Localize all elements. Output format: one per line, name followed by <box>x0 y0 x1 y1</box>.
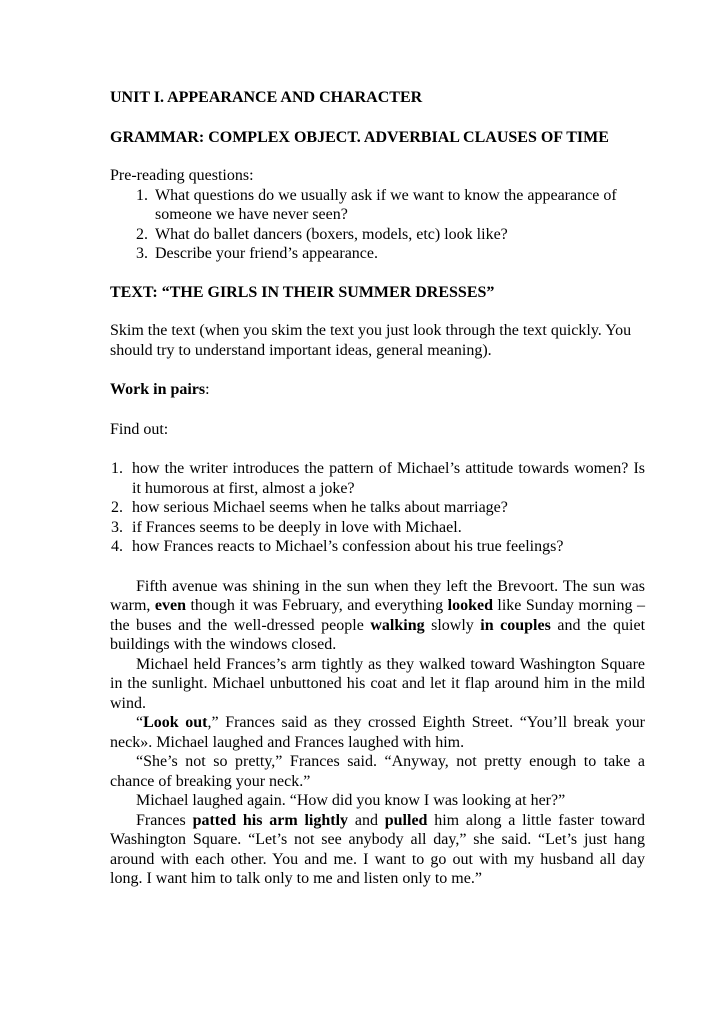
unit-title: UNIT I. APPEARANCE AND CHARACTER <box>110 89 423 106</box>
story-paragraph: Michael held Frances’s arm tightly as they walked toward Washington Square in the sunlight. Michael unbuttoned his coat and let it flap around him in the mild wind. <box>110 655 645 712</box>
work-in-pairs-label: Work in pairs <box>110 381 206 398</box>
story-bold-phrase: even <box>154 597 186 614</box>
find-out-list <box>110 459 645 557</box>
document-page <box>110 88 645 889</box>
story-paragraph <box>110 577 645 655</box>
find-out-item: 2. how serious Michael seems when he talks about marriage? <box>127 498 645 518</box>
story-bold-phrase: in couples <box>480 616 551 634</box>
story-bold-phrase: walking <box>370 616 425 634</box>
story-text-run: “ <box>136 714 144 731</box>
work-in-pairs <box>110 380 645 400</box>
find-out-item: 1. how the writer introduces the pattern of Michael’s attitude towards women? Is it humorous at first, almost a joke? <box>127 459 645 498</box>
story-text <box>110 577 645 889</box>
prereading-question: 3. Describe your friend’s appearance. <box>152 244 645 264</box>
find-out-label: Find out: <box>110 420 169 438</box>
story-paragraph: Michael laughed again. “How did you know I was looking at her?” <box>136 792 566 809</box>
story-text-run: Frances <box>136 811 193 829</box>
story-text-run: ,” Frances said as they crossed Eighth Street. “You’ll break your neck». Michael laughed and Frances laughed with him. <box>110 714 646 751</box>
story-text-run: like Sunday morning – the buses and the well-dressed people <box>110 597 645 634</box>
story-text-run: Fifth avenue was shining in the sun when they left the Brevoort. The sun was warm, <box>110 577 645 614</box>
work-in-pairs-colon: : <box>205 381 210 398</box>
grammar-title: GRAMMAR: COMPLEX OBJECT. ADVERBIAL CLAUSES OF TIME <box>110 128 609 146</box>
prereading-question: 1. What questions do we usually ask if we want to know the appearance of someone we have never seen? <box>152 186 645 225</box>
story-text-run: and the quiet buildings with the windows closed. <box>110 616 646 653</box>
skim-instruction: Skim the text (when you skim the text you just look through the text quickly. You should try to understand important ideas, general meaning). <box>110 322 632 359</box>
story-bold-phrase: patted his arm lightly <box>192 811 349 829</box>
prereading-question: 2. What do ballet dancers (boxers, models, etc) look like? <box>152 225 645 245</box>
story-bold-phrase: Look out <box>143 714 208 731</box>
prereading-questions <box>110 186 645 264</box>
story-text-run: him along a little faster toward Washington Square. “Let’s not see anybody all day,” she said. “Let’s just hang around with each other. You and me. I want to go out with my husband all day long. I want him to talk only to me and listen only to me.” <box>110 811 646 887</box>
story-text-run: though it was February, and everything <box>186 597 448 614</box>
story-bold-phrase: looked <box>447 597 493 614</box>
story-paragraph <box>110 713 645 752</box>
prereading-label: Pre-reading questions: <box>110 167 254 184</box>
story-paragraph: “She’s not so pretty,” Frances said. “Anyway, not pretty enough to take a chance of breaking your neck.” <box>110 753 645 790</box>
story-text-run: slowly <box>424 616 481 634</box>
text-title: TEXT: “THE GIRLS IN THEIR SUMMER DRESSES” <box>110 283 495 301</box>
find-out-item: 4. how Frances reacts to Michael’s confession about his true feelings? <box>127 537 645 557</box>
story-paragraph <box>110 811 645 889</box>
story-bold-phrase: pulled <box>384 811 428 829</box>
find-out-item: 3. if Frances seems to be deeply in love with Michael. <box>127 518 645 538</box>
story-text-run: and <box>348 811 385 829</box>
